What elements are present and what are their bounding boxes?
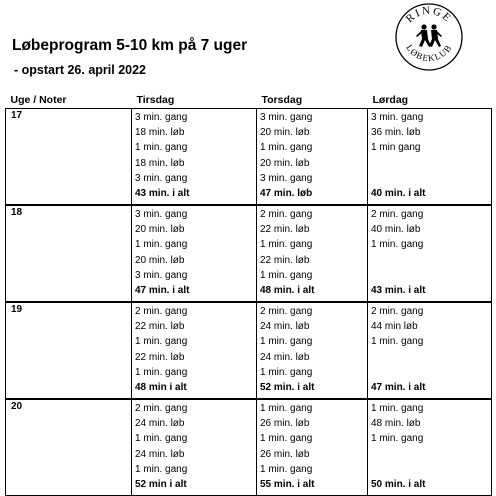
workout-step: 26 min. løb xyxy=(260,418,310,430)
day-cell-thursday xyxy=(257,302,368,399)
workout-step: 1 min. gang xyxy=(260,269,313,281)
workout-total: 52 min i alt xyxy=(135,478,187,490)
week-number: 19 xyxy=(11,304,23,315)
workout-step: 24 min. løb xyxy=(135,418,185,430)
workout-step: 24 min. løb xyxy=(260,351,310,363)
workout-step: 1 min. gang xyxy=(135,433,188,445)
workout-total: 40 min. i alt xyxy=(371,187,426,199)
workout-step: 40 min. løb xyxy=(371,224,421,236)
workout-step xyxy=(371,462,488,477)
workout-step: 3 min. gang xyxy=(135,269,188,281)
workout-total: 48 min i alt xyxy=(135,381,187,393)
workout-total: 47 min. i alt xyxy=(371,381,426,393)
workout-total: 55 min. i alt xyxy=(260,478,315,490)
day-cell-thursday xyxy=(257,109,368,206)
workout-total: 52 min. i alt xyxy=(260,381,315,393)
workout-step xyxy=(371,156,488,171)
workout-step: 2 min. gang xyxy=(260,209,313,220)
workout-step: 24 min. løb xyxy=(135,448,185,460)
workout-step: 1 min. gang xyxy=(135,463,188,475)
workout-step: 22 min. løb xyxy=(260,224,310,236)
workout-step: 3 min. gang xyxy=(371,112,424,123)
week-row xyxy=(6,205,492,302)
workout-step: 26 min. løb xyxy=(260,448,310,460)
workout-step: 1 min. gang xyxy=(260,463,313,475)
workout-step: 48 min. løb xyxy=(371,418,421,430)
workout-total: 43 min. i alt xyxy=(371,284,426,296)
workout-step: 20 min. løb xyxy=(260,157,310,169)
workout-step: 3 min. gang xyxy=(135,209,188,220)
workout-step: 1 min. gang xyxy=(135,239,188,251)
week-cell xyxy=(6,205,132,302)
week-cell xyxy=(6,302,132,399)
workout-step: 1 min. gang xyxy=(260,336,313,348)
workout-step: 36 min. løb xyxy=(371,127,421,139)
day-cell-saturday xyxy=(368,109,492,206)
workout-step: 1 min. gang xyxy=(371,433,424,445)
workout-step: 44 min løb xyxy=(371,321,418,333)
workout-step xyxy=(371,268,488,283)
workout-step: 1 min. gang xyxy=(260,433,313,445)
week-number: 20 xyxy=(11,401,23,412)
runners-icon xyxy=(394,2,464,72)
workout-total: 48 min. i alt xyxy=(260,284,315,296)
workout-step: 1 min. gang xyxy=(260,239,313,251)
day-cell-saturday xyxy=(368,205,492,302)
workout-step: 1 min. gang xyxy=(371,403,424,414)
workout-step: 24 min. løb xyxy=(260,321,310,333)
workout-step: 22 min. løb xyxy=(135,351,185,363)
day-cell-tuesday xyxy=(132,399,257,496)
workout-step: 2 min. gang xyxy=(371,209,424,220)
day-cell-thursday xyxy=(257,205,368,302)
week-row xyxy=(6,302,492,399)
workout-step: 2 min. gang xyxy=(135,403,188,414)
table-header-row xyxy=(6,93,492,109)
workout-total: 43 min. i alt xyxy=(135,187,190,199)
workout-step: 1 min. gang xyxy=(135,142,188,154)
workout-step: 1 min. gang xyxy=(135,336,188,348)
week-row xyxy=(6,109,492,206)
workout-step: 3 min. gang xyxy=(135,172,188,184)
week-cell xyxy=(6,399,132,496)
week-cell xyxy=(6,109,132,206)
workout-step: 1 min. gang xyxy=(260,403,313,414)
workout-step: 18 min. løb xyxy=(135,157,185,169)
workout-step: 1 min. gang xyxy=(260,142,313,154)
workout-step xyxy=(371,253,488,268)
workout-step xyxy=(371,171,488,186)
logo-bottom-text: LØBEKLUB xyxy=(404,42,454,64)
workout-step xyxy=(371,447,488,462)
workout-step xyxy=(371,350,488,365)
workout-step: 18 min. løb xyxy=(135,127,185,139)
workout-step: 20 min. løb xyxy=(135,254,185,266)
page-title: Løbeprogram 5-10 km på 7 uger xyxy=(12,37,248,54)
workout-step: 1 min. gang xyxy=(371,239,424,251)
workout-step: 2 min. gang xyxy=(371,306,424,317)
page-subtitle: - opstart 26. april 2022 xyxy=(14,63,147,77)
svg-text:RINGE xyxy=(404,5,455,26)
workout-step: 20 min. løb xyxy=(260,127,310,139)
day-cell-tuesday xyxy=(132,109,257,206)
logo-top-text: RINGE xyxy=(403,4,455,26)
week-number: 18 xyxy=(11,207,23,218)
workout-step: 22 min. løb xyxy=(260,254,310,266)
workout-total: 50 min. i alt xyxy=(371,478,426,490)
club-logo xyxy=(394,2,464,72)
workout-step xyxy=(371,365,488,380)
header-saturday: Lørdag xyxy=(372,94,409,106)
workout-step: 2 min. gang xyxy=(260,306,313,317)
day-cell-thursday xyxy=(257,399,368,496)
header-tuesday: Tirsdag xyxy=(136,94,175,106)
training-schedule-table xyxy=(5,93,492,496)
header-week: Uge / Noter xyxy=(10,94,67,106)
workout-step: 1 min. gang xyxy=(135,366,188,378)
workout-step: 3 min. gang xyxy=(260,112,313,123)
week-number: 17 xyxy=(11,110,23,121)
workout-step: 3 min. gang xyxy=(135,112,188,123)
workout-step: 1 min. gang xyxy=(260,366,313,378)
day-cell-saturday xyxy=(368,302,492,399)
workout-step: 20 min. løb xyxy=(135,224,185,236)
workout-step: 1 min. gang xyxy=(371,336,424,348)
workout-total: 47 min. i alt xyxy=(135,284,190,296)
workout-total: 47 min. løb xyxy=(260,187,313,199)
workout-step: 3 min. gang xyxy=(260,172,313,184)
day-cell-tuesday xyxy=(132,205,257,302)
week-row xyxy=(6,399,492,496)
day-cell-tuesday xyxy=(132,302,257,399)
workout-step: 22 min. løb xyxy=(135,321,185,333)
workout-step: 2 min. gang xyxy=(135,306,188,317)
header-thursday: Torsdag xyxy=(261,94,303,106)
workout-step: 1 min gang xyxy=(371,142,421,154)
day-cell-saturday xyxy=(368,399,492,496)
